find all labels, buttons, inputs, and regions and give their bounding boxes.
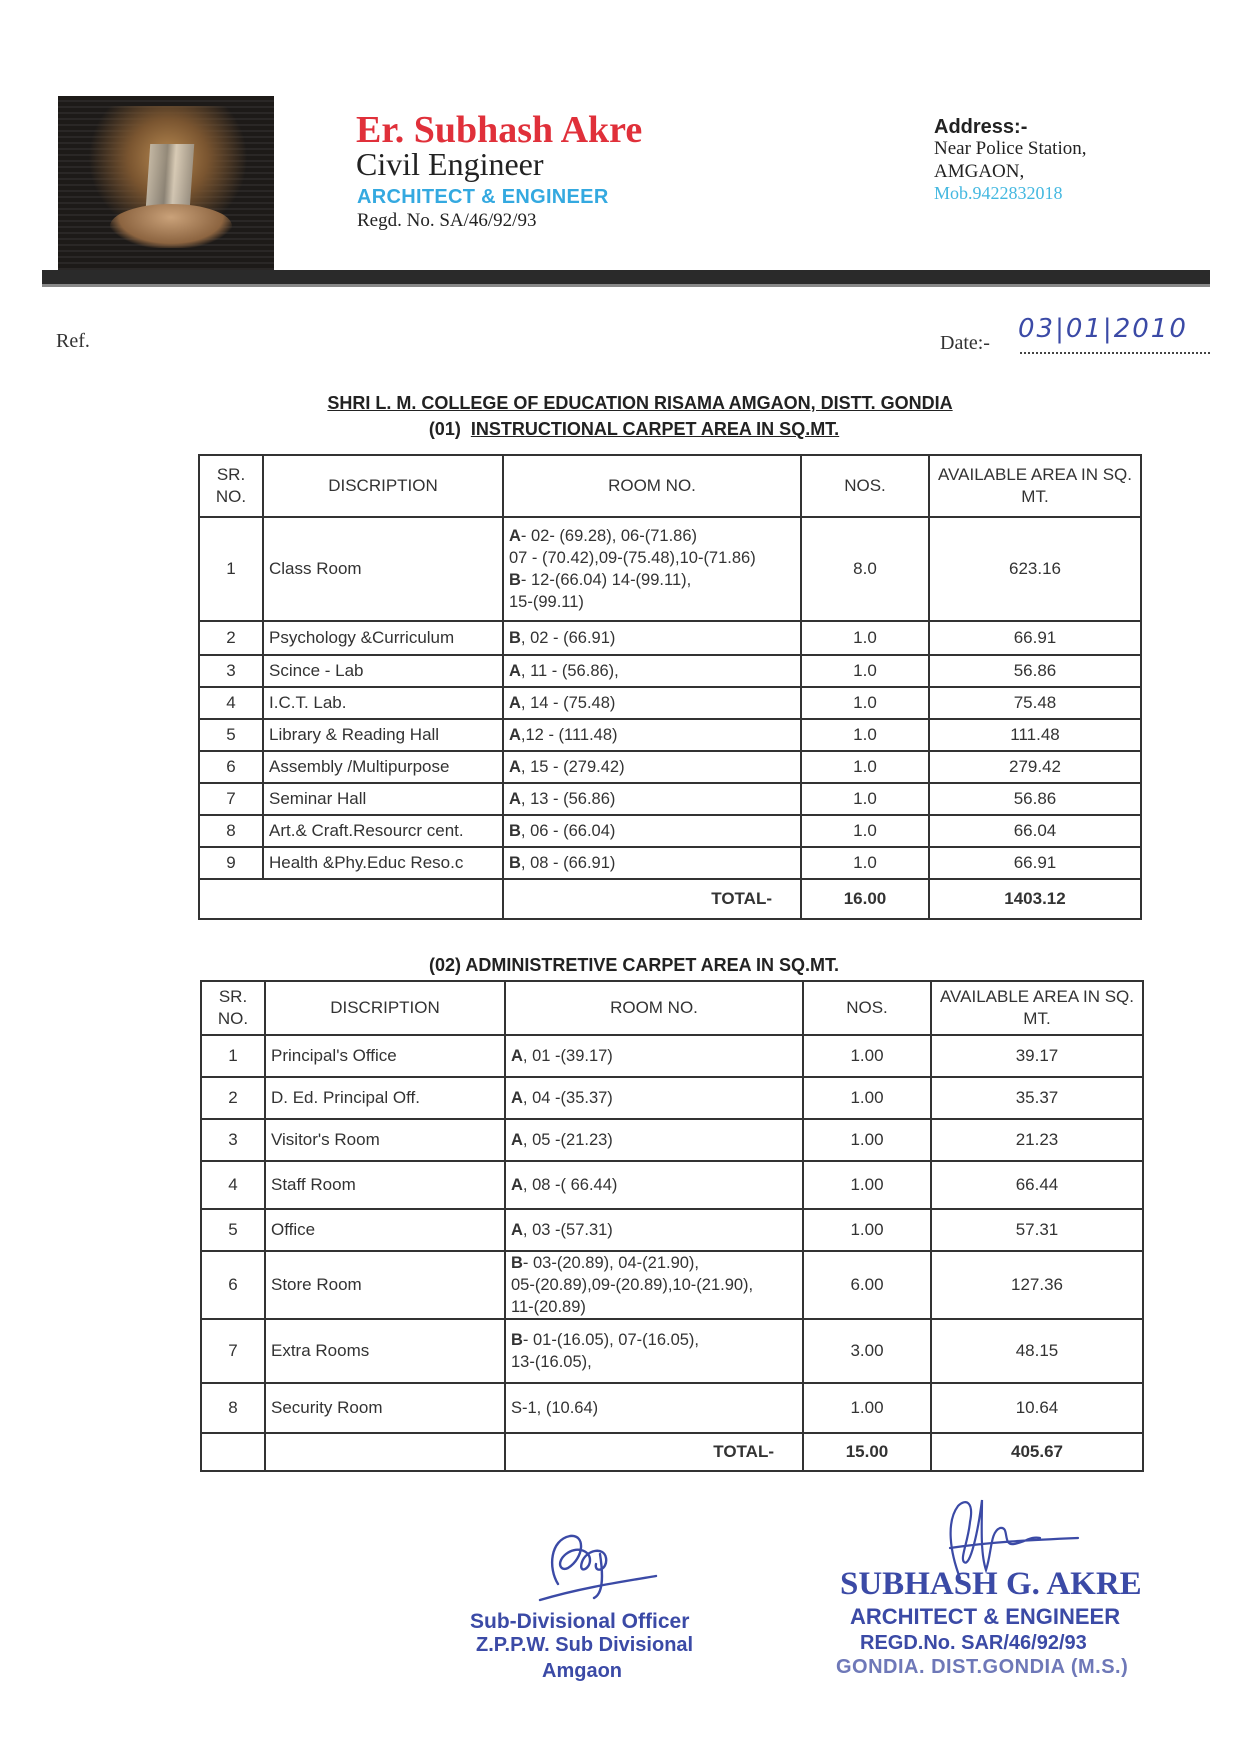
description-cell: Scince - Lab <box>263 655 503 687</box>
nos-cell: 1.0 <box>801 719 929 751</box>
sdo-signature <box>520 1528 660 1604</box>
nos-cell: 1.00 <box>803 1161 931 1209</box>
table-row <box>199 751 1141 783</box>
block-letter: B <box>511 1254 523 1272</box>
block-letter: A <box>511 1047 523 1065</box>
room-detail: , 03 -(57.31) <box>522 1221 613 1239</box>
firm-role: Civil Engineer <box>356 146 544 182</box>
block-letter: B <box>509 629 521 647</box>
document-title-text: SHRI L. M. COLLEGE OF EDUCATION RISAMA AMGAON, DISTT. GONDIA <box>327 393 953 413</box>
room-detail: - 02- (69.28), 06-(71.86) <box>520 527 698 545</box>
description-cell: I.C.T. Lab. <box>263 687 503 719</box>
area-cell: 66.04 <box>929 815 1141 847</box>
firm-tagline: ARCHITECT & ENGINEER <box>357 186 609 208</box>
room-no-cell <box>503 719 801 751</box>
sr-no-cell: 5 <box>201 1209 265 1251</box>
table-row <box>199 655 1141 687</box>
nos-cell: 1.00 <box>803 1209 931 1251</box>
nos-cell: 8.0 <box>801 517 929 621</box>
header-description: DISCRIPTION <box>265 981 505 1035</box>
nos-cell: 1.0 <box>801 655 929 687</box>
sdo-stamp-place: Amgaon <box>542 1660 622 1682</box>
header-description: DISCRIPTION <box>263 455 503 517</box>
architect-stamp-role: ARCHITECT & ENGINEER <box>850 1604 1121 1629</box>
room-detail: - 12-(66.04) 14-(99.11), <box>520 571 692 589</box>
header-divider-shadow <box>42 284 1210 287</box>
total-nos: 15.00 <box>803 1433 931 1471</box>
total-area: 405.67 <box>931 1433 1143 1471</box>
block-letter: A <box>509 758 521 776</box>
room-no-line: 11-(20.89) <box>511 1298 586 1316</box>
block-letter: A <box>511 1089 523 1107</box>
total-area: 1403.12 <box>929 879 1141 919</box>
room-no-cell <box>503 751 801 783</box>
sdo-stamp-office: Z.P.P.W. Sub Divisional <box>476 1634 694 1656</box>
table-row <box>201 1209 1143 1251</box>
room-no-line <box>509 788 795 810</box>
block-letter: A <box>511 1176 523 1194</box>
area-cell: 75.48 <box>929 687 1141 719</box>
sr-no-cell: 4 <box>201 1161 265 1209</box>
date-label: Date:- <box>940 332 990 354</box>
room-no-line <box>509 820 795 842</box>
table-row <box>201 1119 1143 1161</box>
area-cell: 21.23 <box>931 1119 1143 1161</box>
description-cell: Seminar Hall <box>263 783 503 815</box>
table-row <box>199 783 1141 815</box>
room-no-line <box>511 1219 797 1241</box>
firm-name: Er. Subhash Akre <box>356 109 643 151</box>
firm-registration: Regd. No. SA/46/92/93 <box>357 210 537 231</box>
room-no-line <box>511 1087 797 1109</box>
room-no-cell <box>505 1119 803 1161</box>
room-no-cell <box>503 655 801 687</box>
area-cell: 56.86 <box>929 655 1141 687</box>
room-no-cell <box>505 1383 803 1433</box>
area-cell: 66.91 <box>929 621 1141 655</box>
room-no-line <box>509 692 795 714</box>
table-header-row <box>199 455 1141 517</box>
room-no-cell <box>505 1251 803 1319</box>
room-no-line <box>511 1174 797 1196</box>
total-label: TOTAL- <box>503 879 801 919</box>
table-row <box>201 1077 1143 1119</box>
room-no-cell <box>503 815 801 847</box>
table-row <box>201 1161 1143 1209</box>
sr-no-cell: 2 <box>201 1077 265 1119</box>
description-cell: Health &Phy.Educ Reso.c <box>263 847 503 879</box>
room-no-cell <box>503 687 801 719</box>
document-title <box>0 393 1240 414</box>
sdo-stamp-title: Sub-Divisional Officer <box>470 1610 690 1633</box>
total-nos: 16.00 <box>801 879 929 919</box>
room-no-line: 13-(16.05), <box>511 1353 592 1371</box>
room-no-cell <box>505 1077 803 1119</box>
header-room-no: ROOM NO. <box>503 455 801 517</box>
room-no-line <box>509 756 795 778</box>
nos-cell: 1.0 <box>801 847 929 879</box>
sr-no-cell: 5 <box>199 719 263 751</box>
room-detail: , 01 -(39.17) <box>522 1047 613 1065</box>
description-cell: Class Room <box>263 517 503 621</box>
description-cell: Library & Reading Hall <box>263 719 503 751</box>
nos-cell: 1.00 <box>803 1077 931 1119</box>
block-letter: A <box>509 662 521 680</box>
room-no-line <box>509 724 795 746</box>
area-cell: 57.31 <box>931 1209 1143 1251</box>
header-sr-no: SR. NO. <box>199 455 263 517</box>
section-1-title-text: INSTRUCTIONAL CARPET AREA IN SQ.MT. <box>470 419 840 439</box>
glass-cube-icon <box>146 144 194 208</box>
nos-cell: 1.00 <box>803 1119 931 1161</box>
block-letter: B <box>511 1331 523 1349</box>
sr-no-cell: 7 <box>199 783 263 815</box>
description-cell: D. Ed. Principal Off. <box>265 1077 505 1119</box>
total-blank-cell <box>201 1433 265 1471</box>
block-letter: A <box>509 527 521 545</box>
sr-no-cell: 1 <box>199 517 263 621</box>
logo-image <box>58 96 274 270</box>
header-available-area: AVAILABLE AREA IN SQ. MT. <box>929 455 1141 517</box>
instructional-area-table <box>198 454 1142 920</box>
area-cell: 66.44 <box>931 1161 1143 1209</box>
address-line-1: Near Police Station, <box>934 138 1087 159</box>
room-no-cell <box>503 847 801 879</box>
room-detail: , 14 - (75.48) <box>520 694 616 712</box>
room-detail: ,12 - (111.48) <box>520 726 618 744</box>
nos-cell: 1.00 <box>803 1035 931 1077</box>
total-row <box>201 1433 1143 1471</box>
block-letter: B <box>509 854 521 872</box>
room-no-cell <box>503 517 801 621</box>
room-no-cell <box>505 1035 803 1077</box>
sr-no-cell: 8 <box>199 815 263 847</box>
section-2-title: (02) ADMINISTRETIVE CARPET AREA IN SQ.MT. <box>428 955 840 975</box>
room-no-line: 05-(20.89),09-(20.89),10-(21.90), <box>511 1276 754 1294</box>
total-blank-cell <box>265 1433 505 1471</box>
area-cell: 66.91 <box>929 847 1141 879</box>
nos-cell: 1.0 <box>801 751 929 783</box>
room-detail: , 13 - (56.86) <box>520 790 616 808</box>
nos-cell: 1.0 <box>801 621 929 655</box>
hands-icon <box>110 204 232 248</box>
room-no-line: 07 - (70.42),09-(75.48),10-(71.86) <box>509 549 756 567</box>
room-detail: , 11 - (56.86), <box>520 662 619 680</box>
room-no-line <box>511 1329 797 1351</box>
header-room-no: ROOM NO. <box>505 981 803 1035</box>
description-cell: Extra Rooms <box>265 1319 505 1383</box>
area-cell: 127.36 <box>931 1251 1143 1319</box>
sr-no-cell: 7 <box>201 1319 265 1383</box>
area-cell: 623.16 <box>929 517 1141 621</box>
nos-cell: 1.00 <box>803 1383 931 1433</box>
table-header-row <box>201 981 1143 1035</box>
sr-no-cell: 9 <box>199 847 263 879</box>
room-no-line <box>509 525 795 547</box>
description-cell: Store Room <box>265 1251 505 1319</box>
area-cell: 35.37 <box>931 1077 1143 1119</box>
address-line-2: AMGAON, <box>934 161 1025 182</box>
table-row <box>201 1035 1143 1077</box>
date-value-handwritten: 03|01|2010 <box>1018 314 1188 344</box>
description-cell: Security Room <box>265 1383 505 1433</box>
table-row <box>199 847 1141 879</box>
room-detail: , 06 - (66.04) <box>520 822 616 840</box>
header-available-area: AVAILABLE AREA IN SQ. MT. <box>931 981 1143 1035</box>
description-cell: Assembly /Multipurpose <box>263 751 503 783</box>
room-detail: - 01-(16.05), 07-(16.05), <box>522 1331 700 1349</box>
address-label: Address:- <box>934 116 1028 138</box>
room-no-line <box>509 627 795 649</box>
area-cell: 111.48 <box>929 719 1141 751</box>
table-row <box>201 1383 1143 1433</box>
room-detail: - 03-(20.89), 04-(21.90), <box>522 1254 700 1272</box>
total-label: TOTAL- <box>505 1433 803 1471</box>
nos-cell: 1.0 <box>801 783 929 815</box>
header-nos: NOS. <box>803 981 931 1035</box>
header-sr-no: SR. NO. <box>201 981 265 1035</box>
room-no-cell <box>505 1209 803 1251</box>
administrative-area-table <box>200 980 1144 1472</box>
nos-cell: 1.0 <box>801 687 929 719</box>
sr-no-cell: 3 <box>199 655 263 687</box>
block-letter: B <box>509 822 521 840</box>
description-cell: Staff Room <box>265 1161 505 1209</box>
mobile-number: Mob.9422832018 <box>934 183 1063 203</box>
room-no-line: S-1, (10.64) <box>511 1399 599 1417</box>
block-letter: A <box>509 694 521 712</box>
room-no-line: 15-(99.11) <box>509 593 584 611</box>
total-row <box>199 879 1141 919</box>
description-cell: Principal's Office <box>265 1035 505 1077</box>
nos-cell: 6.00 <box>803 1251 931 1319</box>
area-cell: 56.86 <box>929 783 1141 815</box>
sr-no-cell: 3 <box>201 1119 265 1161</box>
block-letter: A <box>511 1131 523 1149</box>
room-detail: , 02 - (66.91) <box>520 629 616 647</box>
architect-stamp-regd: REGD.No. SAR/46/92/93 <box>860 1632 1087 1654</box>
ref-label: Ref. <box>56 330 90 352</box>
table-row <box>199 621 1141 655</box>
room-no-line <box>509 569 795 591</box>
architect-stamp-place: GONDIA. DIST.GONDIA (M.S.) <box>836 1656 1129 1678</box>
sr-no-cell: 6 <box>201 1251 265 1319</box>
description-cell: Art.& Craft.Resourcr cent. <box>263 815 503 847</box>
room-no-line <box>511 1252 797 1274</box>
total-blank-cell <box>199 879 503 919</box>
block-letter: A <box>509 726 521 744</box>
description-cell: Psychology &Curriculum <box>263 621 503 655</box>
room-no-cell <box>503 783 801 815</box>
header-nos: NOS. <box>801 455 929 517</box>
room-detail: , 08 -( 66.44) <box>522 1176 618 1194</box>
sr-no-cell: 6 <box>199 751 263 783</box>
area-cell: 279.42 <box>929 751 1141 783</box>
sr-no-cell: 4 <box>199 687 263 719</box>
room-detail: , 08 - (66.91) <box>520 854 616 872</box>
nos-cell: 1.0 <box>801 815 929 847</box>
room-no-cell <box>505 1161 803 1209</box>
sr-no-cell: 8 <box>201 1383 265 1433</box>
room-no-cell <box>503 621 801 655</box>
room-detail: , 15 - (279.42) <box>520 758 625 776</box>
block-letter: B <box>509 571 521 589</box>
area-cell: 39.17 <box>931 1035 1143 1077</box>
nos-cell: 3.00 <box>803 1319 931 1383</box>
table-row <box>199 517 1141 621</box>
room-no-line <box>511 1129 797 1151</box>
room-no-line <box>509 852 795 874</box>
table-row <box>201 1251 1143 1319</box>
table-row <box>199 815 1141 847</box>
sr-no-cell: 2 <box>199 621 263 655</box>
header-divider <box>42 270 1210 284</box>
table-row <box>199 687 1141 719</box>
architect-stamp-name: SUBHASH G. AKRE <box>840 1566 1142 1602</box>
area-cell: 10.64 <box>931 1383 1143 1433</box>
block-letter: A <box>509 790 521 808</box>
section-1-prefix: (01) <box>428 419 461 439</box>
section-1-title <box>0 419 1240 440</box>
table-row <box>201 1319 1143 1383</box>
description-cell: Visitor's Room <box>265 1119 505 1161</box>
description-cell: Office <box>265 1209 505 1251</box>
room-detail: , 04 -(35.37) <box>522 1089 613 1107</box>
room-detail: , 05 -(21.23) <box>522 1131 613 1149</box>
area-cell: 48.15 <box>931 1319 1143 1383</box>
table-row <box>199 719 1141 751</box>
block-letter: A <box>511 1221 523 1239</box>
room-no-line <box>511 1045 797 1067</box>
sr-no-cell: 1 <box>201 1035 265 1077</box>
room-no-cell <box>505 1319 803 1383</box>
room-no-line <box>509 660 795 682</box>
